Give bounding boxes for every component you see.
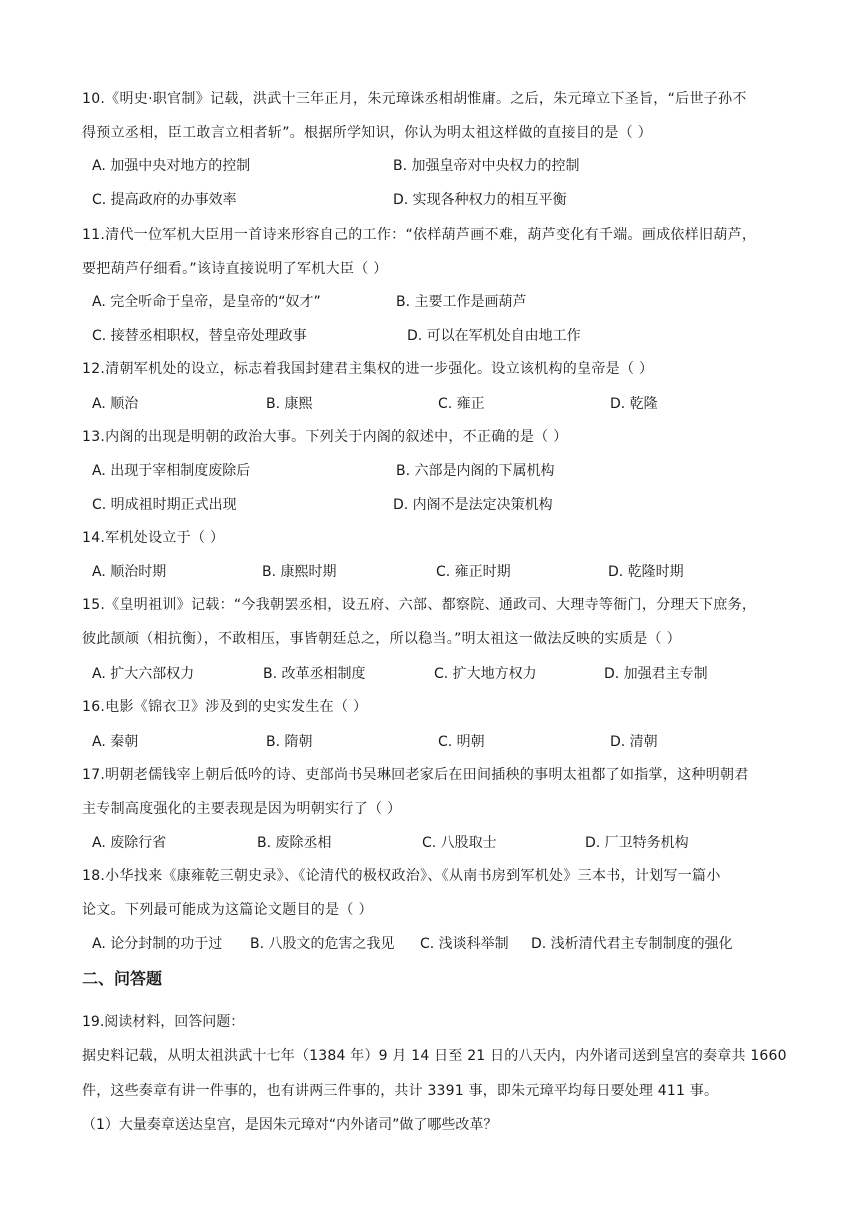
q11-option-a[interactable]: A. 完全听命于皇帝，是皇帝的“奴才” — [92, 294, 321, 310]
q15-option-d[interactable]: D. 加强君主专制 — [604, 666, 708, 682]
q16-option-d[interactable]: D. 清朝 — [610, 734, 658, 750]
q18-option-d[interactable]: D. 浅析清代君主专制制度的强化 — [531, 936, 733, 952]
question-11-line-1: 11.清代一位军机大臣用一首诗来形容自己的工作：“依样葫芦画不难，葫芦变化有千端。画成依样旧葫芦， — [82, 227, 757, 243]
question-11-line-2: 要把葫芦仔细看。”该诗直接说明了军机大臣（ ） — [82, 261, 388, 277]
question-11 — [82, 218, 782, 286]
question-12 — [82, 352, 782, 386]
question-15-line-2: 彼此颉颃（相抗衡），不敢相压，事皆朝廷总之，所以稳当。”明太祖这一做法反映的实质是（ ） — [82, 631, 681, 647]
question-19-material-line-1: 据史料记载，从明太祖洪武十七年（1384 年）9 月 14 日至 21 日的八天内，内外诸司送到皇宫的奏章共 1660 — [82, 1048, 787, 1064]
question-19-stem: 19.阅读材料，回答问题： — [82, 1014, 245, 1030]
q12-option-b[interactable]: B. 康熙 — [266, 396, 313, 412]
q16-option-c[interactable]: C. 明朝 — [438, 734, 485, 750]
q13-option-c[interactable]: C. 明成祖时期正式出现 — [92, 497, 237, 513]
question-10-line-1: 10.《明史·职官制》记载，洪武十三年正月，朱元璋诛丞相胡惟庸。之后，朱元璋立下圣旨，“后世子孙不 — [82, 91, 747, 107]
question-14-line-1: 14.军机处设立于（ ） — [82, 530, 225, 546]
q16-option-b[interactable]: B. 隋朝 — [266, 734, 313, 750]
q12-option-d[interactable]: D. 乾隆 — [610, 396, 658, 412]
section-title: 二、问答题 — [82, 969, 163, 988]
q17-option-c[interactable]: C. 八股取士 — [422, 835, 497, 851]
question-14 — [82, 521, 782, 555]
question-18 — [82, 859, 782, 927]
question-16 — [82, 690, 782, 724]
question-13 — [82, 420, 782, 454]
question-18-line-1: 18.小华找来《康雍乾三朝史录》、《论清代的极权政治》、《从南书房到军机处》三本书，计划写一篇小 — [82, 868, 721, 884]
q14-option-c[interactable]: C. 雍正时期 — [436, 564, 511, 580]
question-13-line-1: 13.内阁的出现是明朝的政治大事。下列关于内阁的叙述中，不正确的是（ ） — [82, 429, 568, 445]
question-17-line-2: 主专制高度强化的主要表现是因为明朝实行了（ ） — [82, 801, 402, 817]
q15-option-b[interactable]: B. 改革丞相制度 — [263, 666, 366, 682]
question-10-line-2: 得预立丞相，臣工敢言立相者斩”。根据所学知识，你认为明太祖这样做的直接目的是（ ） — [82, 125, 653, 141]
q14-option-d[interactable]: D. 乾隆时期 — [608, 564, 684, 580]
q17-option-a[interactable]: A. 废除行省 — [92, 835, 167, 851]
q15-option-a[interactable]: A. 扩大六部权力 — [92, 666, 195, 682]
q17-option-b[interactable]: B. 废除丞相 — [257, 835, 332, 851]
q18-option-c[interactable]: C. 浅谈科举制 — [420, 936, 509, 952]
q11-option-d[interactable]: D. 可以在军机处自由地工作 — [407, 328, 581, 344]
q10-option-c[interactable]: C. 提高政府的办事效率 — [92, 192, 237, 208]
question-19-material-line-2: 件，这些奏章有讲一件事的，也有讲两三件事的，共计 3391 事，即朱元璋平均每日要处理 411 事。 — [82, 1083, 719, 1099]
q12-option-c[interactable]: C. 雍正 — [438, 396, 485, 412]
q18-option-b[interactable]: B. 八股文的危害之我见 — [250, 936, 395, 952]
q12-option-a[interactable]: A. 顺治 — [92, 396, 139, 412]
question-17 — [82, 758, 782, 826]
q17-option-d[interactable]: D. 厂卫特务机构 — [585, 835, 689, 851]
question-12-line-1: 12.清朝军机处的设立，标志着我国封建君主集权的进一步强化。设立该机构的皇帝是（ ） — [82, 361, 654, 377]
q13-option-a[interactable]: A. 出现于宰相制度废除后 — [92, 463, 251, 479]
q14-option-b[interactable]: B. 康熙时期 — [262, 564, 337, 580]
q10-option-d[interactable]: D. 实现各种权力的相互平衡 — [393, 192, 567, 208]
q10-option-a[interactable]: A. 加强中央对地方的控制 — [92, 158, 251, 174]
question-19-sub-1: （1）大量奏章送达皇宫，是因朱元璋对“内外诸司”做了哪些改革？ — [82, 1117, 498, 1133]
question-10 — [82, 82, 782, 150]
q11-option-b[interactable]: B. 主要工作是画葫芦 — [396, 294, 527, 310]
question-17-line-1: 17.明朝老儒钱宰上朝后低吟的诗、吏部尚书吴琳回老家后在田间插秧的事明太祖都了如指掌，这种明朝君 — [82, 767, 749, 783]
q11-option-c[interactable]: C. 接替丞相职权，替皇帝处理政事 — [92, 328, 307, 344]
question-16-line-1: 16.电影《锦衣卫》涉及到的史实发生在（ ） — [82, 699, 368, 715]
q16-option-a[interactable]: A. 秦朝 — [92, 734, 139, 750]
q18-option-a[interactable]: A. 论分封制的功于过 — [92, 936, 223, 952]
q13-option-d[interactable]: D. 内阁不是法定决策机构 — [393, 497, 553, 513]
q15-option-c[interactable]: C. 扩大地方权力 — [434, 666, 537, 682]
q13-option-b[interactable]: B. 六部是内阁的下属机构 — [396, 463, 555, 479]
question-18-line-2: 论文。下列最可能成为这篇论文题目的是（ ） — [82, 902, 373, 918]
question-15-line-1: 15.《皇明祖训》记载：“今我朝罢丞相，设五府、六部、都察院、通政司、大理寺等衙门，分理天下庶务， — [82, 597, 757, 613]
question-15 — [82, 588, 782, 656]
q14-option-a[interactable]: A. 顺治时期 — [92, 564, 167, 580]
q10-option-b[interactable]: B. 加强皇帝对中央权力的控制 — [393, 158, 580, 174]
